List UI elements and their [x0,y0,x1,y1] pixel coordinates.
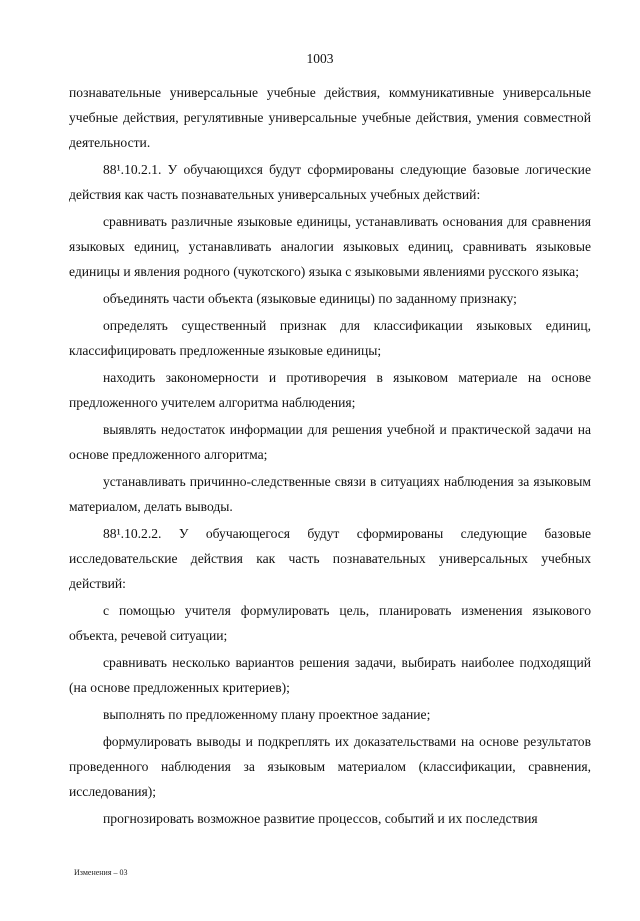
list-item: формулировать выводы и подкреплять их доказательствами на основе результатов проведенного наблюдения за языковым материалом (классификации, сравнения, исследования); [69,734,591,799]
list-item: выявлять недостаток информации для решения учебной и практической задачи на основе предложенного алгоритма; [69,422,591,462]
list-item: выполнять по предложенному плану проектное задание; [103,707,431,722]
section-88-1-10-2-1: 88¹.10.2.1. У обучающихся будут сформированы следующие базовые логические действия как часть познавательных универсальных учебных действий: [69,162,591,202]
paragraph-intro: познавательные универсальные учебные действия, коммуникативные универсальные учебные действия, регулятивные универсальные учебные действия, умения совместной деятельности. [69,85,591,150]
document-body [69,80,591,831]
list-item: прогнозировать возможное развитие процессов, событий и их последствия [103,811,538,826]
list-item: с помощью учителя формулировать цель, планировать изменения языкового объекта, речевой ситуации; [69,603,591,643]
list-item: находить закономерности и противоречия в языковом материале на основе предложенного учителем алгоритма наблюдения; [69,370,591,410]
list-item: определять существенный признак для классификации языковых единиц, классифицировать предложенные языковые единицы; [69,318,591,358]
list-item: сравнивать несколько вариантов решения задачи, выбирать наиболее подходящий (на основе предложенных критериев); [69,655,591,695]
page-number: 1003 [306,51,334,66]
footer-revision: Изменения – 03 [74,868,128,877]
list-item: сравнивать различные языковые единицы, устанавливать основания для сравнения языковых единиц, устанавливать аналогии языковых единиц, сравнивать языковые единицы и явления родного (чукотского) языка с языковыми явлениями русского языка; [69,214,591,279]
list-item: объединять части объекта (языковые единицы) по заданному признаку; [103,291,517,306]
section-88-1-10-2-2: 88¹.10.2.2. У обучающегося будут сформированы следующие базовые исследовательские действия как часть познавательных универсальных учебных действий: [69,526,591,591]
list-item: устанавливать причинно-следственные связи в ситуациях наблюдения за языковым материалом, делать выводы. [69,474,591,514]
